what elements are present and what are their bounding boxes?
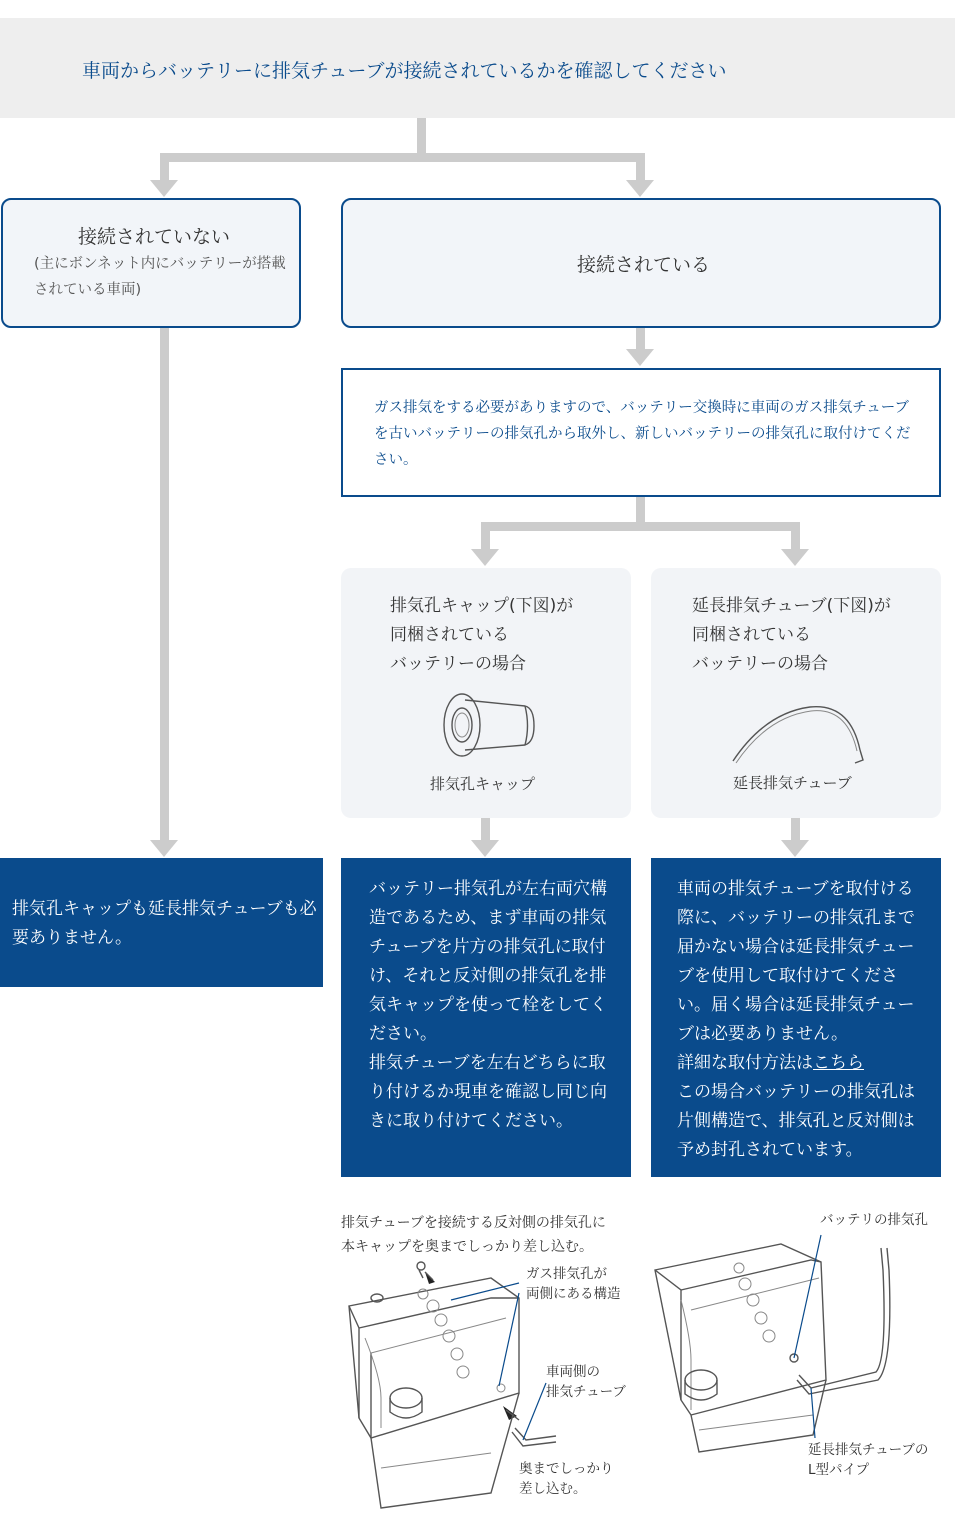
cap-result-paragraph-1: バッテリー排気孔が左右両穴構造であるため、まず車両の排気チューブを片方の排気孔に取付け、それと反対側の排気孔を排気キャップを使って栓をしてください。	[369, 879, 607, 1044]
details-link[interactable]: こちら	[813, 1053, 864, 1073]
connector	[417, 118, 426, 156]
tube-result-text	[677, 875, 925, 1165]
exhaust-cap-icon	[430, 684, 545, 764]
connector	[160, 328, 169, 844]
cap-case-title: 排気孔キャップ(下図)が 同梱されている バッテリーの場合	[390, 596, 574, 674]
tube-result-link-line	[677, 1049, 925, 1078]
battery-with-tube-illustration	[651, 1230, 951, 1470]
arrow-down-icon	[626, 180, 654, 197]
arrow-down-icon	[150, 840, 178, 857]
link-prefix: 詳細な取付方法は	[677, 1053, 813, 1073]
cap-figure-instruction: 排気チューブを接続する反対側の排気孔に 本キャップを奥までしっかり差し込む。	[341, 1215, 606, 1255]
connector	[481, 522, 490, 550]
arrow-down-icon	[781, 549, 809, 566]
tube-caption: 延長排気チューブ	[733, 774, 852, 792]
connector	[481, 522, 800, 531]
connector	[791, 522, 800, 550]
connector	[636, 153, 645, 183]
l-pipe-label: 延長排気チューブの L型パイプ	[808, 1442, 929, 1478]
battery-hole-label: バッテリの排気孔	[820, 1212, 928, 1228]
vehicle-tube-label: 車両側の 排気チューブ	[546, 1364, 626, 1400]
insert-label: 奥までしっかり 差し込む。	[519, 1461, 614, 1497]
arrow-down-icon	[626, 349, 654, 366]
cap-caption: 排気孔キャップ	[430, 775, 536, 793]
connector	[160, 153, 169, 183]
arrow-down-icon	[471, 840, 499, 857]
connector	[481, 818, 490, 842]
tube-case-title: 延長排気チューブ(下図)が 同梱されている バッテリーの場合	[692, 596, 891, 674]
connector	[160, 153, 645, 162]
cap-result-text	[369, 875, 617, 1136]
tube-result-paragraph-2: この場合バッテリーの排気孔は片側構造で、排気孔と反対側は予め封孔されています。	[677, 1082, 915, 1160]
connector	[791, 818, 800, 842]
arrow-down-icon	[781, 840, 809, 857]
gas-hole-label: ガス排気孔が 両側にある構造	[526, 1266, 621, 1302]
not-connected-note: (主にボンネット内にバッテリーが搭載されている車両)	[34, 256, 286, 298]
not-connected-title: 接続されていない	[78, 226, 231, 248]
cap-result-paragraph-2: 排気チューブを左右どちらに取り付けるか現車を確認し同じ向きに取り付けてください。	[369, 1053, 607, 1131]
arrow-down-icon	[471, 549, 499, 566]
notice-text: ガス排気をする必要がありますので、バッテリー交換時に車両のガス排気チューブを古いバッテリーの排気孔から取外し、新しいバッテリーの排気孔に取付けてください。	[374, 400, 911, 468]
extension-tube-icon	[725, 695, 870, 770]
tube-result-paragraph-1: 車両の排気チューブを取付ける際に、バッテリーの排気孔まで届かない場合は延長排気チューブを使用して取付けてください。届く場合は延長排気チューブは必要ありません。	[677, 879, 915, 1044]
connected-title: 接続されている	[577, 254, 711, 276]
question-text: 車両からバッテリーに排気チューブが接続されているかを確認してください	[82, 60, 727, 82]
not-connected-result-text: 排気孔キャップも延長排気チューブも必要ありません。	[12, 899, 317, 948]
arrow-down-icon	[150, 180, 178, 197]
